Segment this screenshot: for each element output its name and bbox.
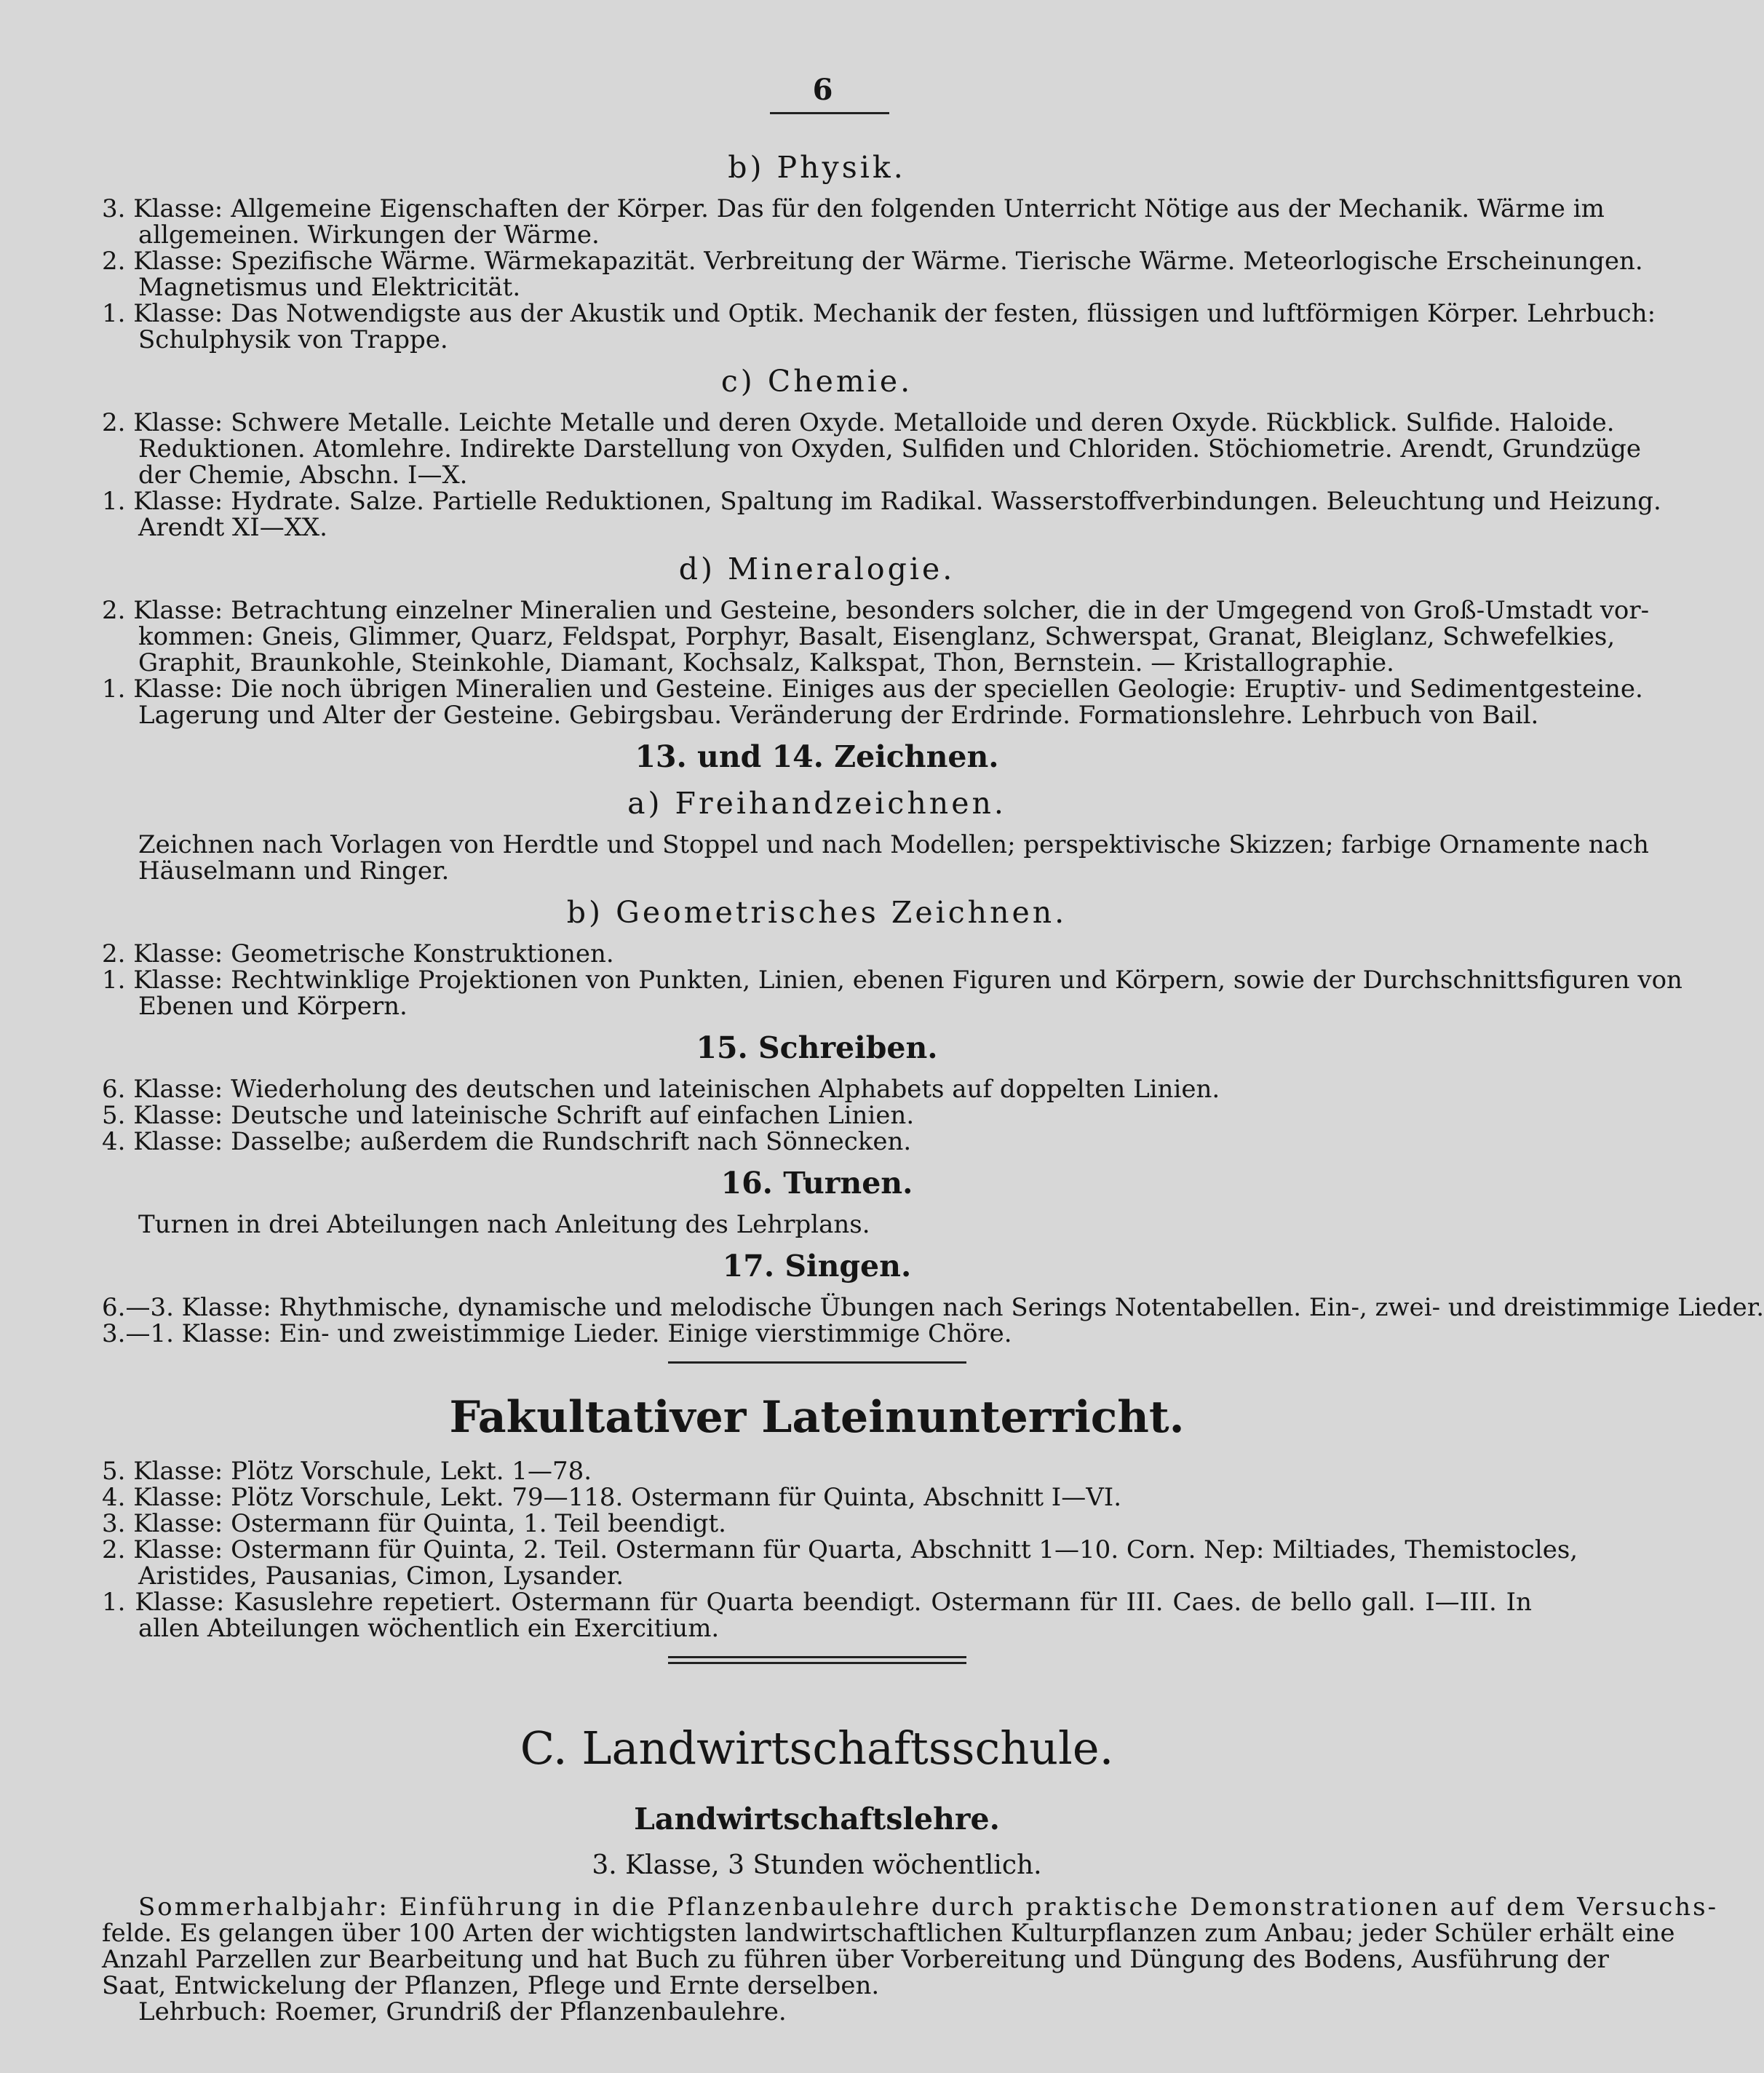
physik-line-6: Schulphysik von Trappe.: [138, 325, 448, 354]
page-number: 6: [812, 73, 833, 107]
section-heading-landwirtschaftsschule: C. Landwirtschaftsschule.: [520, 1722, 1114, 1775]
schreiben-line-3: 4. Klasse: Dasselbe; außerdem die Rundschrift nach Sönnecken.: [102, 1127, 912, 1156]
section-divider: [668, 1361, 966, 1364]
latein-line-2: 4. Klasse: Plötz Vorschule, Lekt. 79—118. Ostermann für Quinta, Abschnitt I—VI.: [102, 1483, 1122, 1512]
freihand-line-2: Häuselmann und Ringer.: [138, 856, 450, 886]
latein-line-3: 3. Klasse: Ostermann für Quinta, 1. Teil beendigt.: [102, 1509, 726, 1538]
section-heading-turnen: 16. Turnen.: [720, 1166, 913, 1201]
mineralogie-line-4: 1. Klasse: Die noch übrigen Mineralien und Gesteine. Einiges aus der speciellen Geologie: Eruptiv- und Sedimentgesteine.: [102, 675, 1643, 704]
chemie-line-5: Arendt XI—XX.: [138, 513, 327, 542]
section-heading-zeichnen: 13. und 14. Zeichnen.: [635, 739, 999, 774]
latein-line-4: 2. Klasse: Ostermann für Quinta, 2. Teil. Ostermann für Quarta, Abschnitt 1—10. Corn. Nep: Miltiades, Themistocles,: [102, 1535, 1578, 1564]
chemie-line-3: der Chemie, Abschn. I—X.: [138, 461, 468, 490]
landwirtschaft-line-2: felde. Es gelangen über 100 Arten der wichtigsten landwirtschaftlichen Kulturpflanzen zum Anbau; jeder Schüler erhält eine: [102, 1919, 1675, 1948]
latein-line-7: allen Abteilungen wöchentlich ein Exercitium.: [138, 1614, 720, 1643]
section-heading-mineralogie: d) Mineralogie.: [678, 552, 956, 586]
landwirtschaft-line-1: Sommerhalbjahr: Einführung in die Pflanzenbaulehre durch praktische Demonstrationen auf dem Versuchs-: [138, 1893, 1719, 1922]
chemie-line-1: 2. Klasse: Schwere Metalle. Leichte Metalle und deren Oxyde. Metalloide und deren Oxyde. Rückblick. Sulfide. Haloide.: [102, 408, 1615, 437]
landwirtschaft-line-4: Saat, Entwickelung der Pflanzen, Pflege und Ernte derselben.: [102, 1971, 880, 2000]
document-body: [102, 149, 1764, 2026]
freihand-line-1: Zeichnen nach Vorlagen von Herdtle und Stoppel und nach Modellen; perspektivische Skizzen; farbige Ornamente nach: [138, 830, 1649, 859]
physik-line-2: allgemeinen. Wirkungen der Wärme.: [138, 220, 600, 250]
singen-line-2: 3.—1. Klasse: Ein- und zweistimmige Lieder. Einige vierstimmige Chöre.: [102, 1319, 1012, 1348]
page-number-wrap: [0, 73, 1645, 107]
section-heading-singen: 17. Singen.: [722, 1249, 912, 1284]
mineralogie-line-5: Lagerung und Alter der Gesteine. Gebirgsbau. Veränderung der Erdrinde. Formationslehre. Lehrbuch von Bail.: [138, 701, 1539, 730]
physik-line-5: 1. Klasse: Das Notwendigste aus der Akustik und Optik. Mechanik der festen, flüssigen und luftförmigen Körper. Lehrbuch:: [102, 299, 1656, 328]
chemie-line-4: 1. Klasse: Hydrate. Salze. Partielle Reduktionen, Spaltung im Radikal. Wasserstoffverbindungen. Beleuchtung und Heizung.: [102, 487, 1661, 516]
latein-line-1: 5. Klasse: Plötz Vorschule, Lekt. 1—78.: [102, 1457, 592, 1486]
turnen-line-1: Turnen in drei Abteilungen nach Anleitung des Lehrplans.: [138, 1210, 870, 1239]
subheading-landwirtschaftslehre: Landwirtschaftslehre.: [634, 1802, 1000, 1837]
page-number-rule: [770, 112, 889, 114]
singen-line-1: 6.—3. Klasse: Rhythmische, dynamische und melodische Übungen nach Serings Notentabellen. Ein-, zwei- und dreistimmige Lieder.: [102, 1293, 1764, 1322]
schreiben-line-2: 5. Klasse: Deutsche und lateinische Schrift auf einfachen Linien.: [102, 1101, 915, 1130]
section-heading-physik: b) Physik.: [728, 150, 906, 185]
mineralogie-line-1: 2. Klasse: Betrachtung einzelner Mineralien und Gesteine, besonders solcher, die in der Umgegend von Groß-Umstadt vor-: [102, 596, 1650, 625]
chemie-line-2: Reduktionen. Atomlehre. Indirekte Darstellung von Oxyden, Sulfiden und Chloriden. Stöchiometrie. Arendt, Grundzüge: [138, 434, 1642, 463]
latein-line-5: Aristides, Pausanias, Cimon, Lysander.: [138, 1561, 624, 1591]
schreiben-line-1: 6. Klasse: Wiederholung des deutschen und lateinischen Alphabets auf doppelten Linien.: [102, 1075, 1220, 1104]
mineralogie-line-3: Graphit, Braunkohle, Steinkohle, Diamant, Kochsalz, Kalkspat, Thon, Bernstein. — Kristallographie.: [138, 648, 1394, 677]
landwirtschaft-line-3: Anzahl Parzellen zur Bearbeitung und hat Buch zu führen über Vorbereitung und Düngung des Bodens, Ausführung der: [102, 1945, 1609, 1974]
physik-line-3: 2. Klasse: Spezifische Wärme. Wärmekapazität. Verbreitung der Wärme. Tierische Wärme. Meteorlogische Erscheinungen.: [102, 247, 1643, 276]
section-heading-schreiben: 15. Schreiben.: [696, 1030, 938, 1065]
geometrisch-line-3: Ebenen und Körpern.: [138, 992, 408, 1021]
landwirtschaft-klasse: 3. Klasse, 3 Stunden wöchentlich.: [592, 1850, 1042, 1880]
section-heading-latein: Fakultativer Lateinunterricht.: [449, 1392, 1185, 1443]
section-double-divider: [668, 1656, 966, 1664]
subheading-geometrisches-zeichnen: b) Geometrisches Zeichnen.: [566, 895, 1068, 930]
mineralogie-line-2: kommen: Gneis, Glimmer, Quarz, Feldspat, Porphyr, Basalt, Eisenglanz, Schwerspat, Granat, Bleiglanz, Schwefelkies,: [138, 622, 1616, 651]
landwirtschaft-line-5: Lehrbuch: Roemer, Grundriß der Pflanzenbaulehre.: [138, 1997, 787, 2026]
section-heading-chemie: c) Chemie.: [720, 364, 913, 399]
physik-line-4: Magnetismus und Elektricität.: [138, 273, 521, 302]
subheading-freihandzeichnen: a) Freihandzeichnen.: [627, 786, 1006, 821]
physik-line-1: 3. Klasse: Allgemeine Eigenschaften der Körper. Das für den folgenden Unterricht Nötige aus der Mechanik. Wärme im: [102, 194, 1605, 223]
geometrisch-line-2: 1. Klasse: Rechtwinklige Projektionen von Punkten, Linien, ebenen Figuren und Körpern, sowie der Durchschnittsfiguren von: [102, 966, 1682, 995]
geometrisch-line-1: 2. Klasse: Geometrische Konstruktionen.: [102, 939, 614, 968]
latein-line-6: 1. Klasse: Kasuslehre repetiert. Ostermann für Quarta beendigt. Ostermann für III. Caes. de bello gall. I—III. In: [102, 1588, 1532, 1617]
